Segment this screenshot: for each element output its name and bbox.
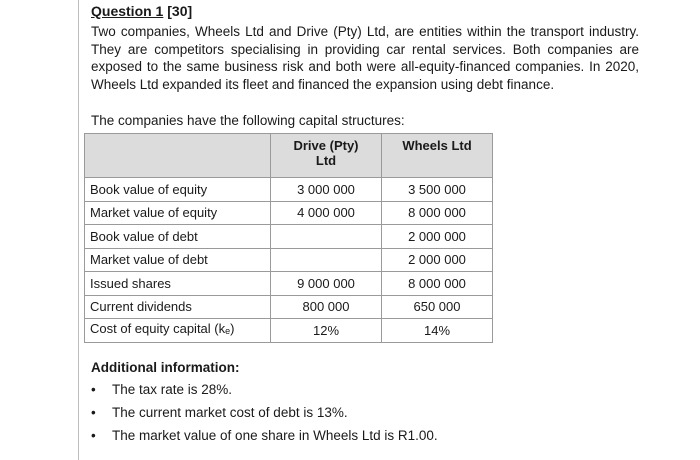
drive-value: 12% (271, 319, 382, 343)
row-label: Book value of debt (85, 225, 271, 249)
drive-value: 4 000 000 (271, 201, 382, 225)
wheels-value: 2 000 000 (382, 225, 493, 249)
row-label: Book value of equity (85, 178, 271, 202)
bullet-icon: • (91, 382, 96, 397)
wheels-value: 3 500 000 (382, 178, 493, 202)
drive-value: 3 000 000 (271, 178, 382, 202)
list-item (91, 404, 438, 427)
header-drive-label: Drive (Pty) Ltd (293, 138, 359, 168)
row-label: Current dividends (85, 295, 271, 319)
row-label-tail: ) (230, 321, 235, 337)
drive-value (271, 248, 382, 272)
list-item-text: The current market cost of debt is 13%. (112, 405, 348, 420)
table-row (85, 248, 493, 272)
wheels-value: 8 000 000 (382, 201, 493, 225)
list-item-text: The market value of one share in Wheels Ltd is R1.00. (112, 428, 438, 443)
row-label (85, 319, 271, 343)
table-row (85, 272, 493, 296)
wheels-value: 14% (382, 319, 493, 343)
bullet-icon: • (91, 405, 96, 420)
table-row (85, 295, 493, 319)
table-row (85, 319, 493, 343)
table-header-row (85, 134, 493, 178)
row-label: Issued shares (85, 272, 271, 296)
question-label: Question 1 (91, 3, 164, 19)
table-lead-text: The companies have the following capital structures: (91, 113, 405, 128)
question-heading (91, 3, 192, 19)
table-row (85, 225, 493, 249)
list-item (91, 427, 438, 450)
drive-value: 9 000 000 (271, 272, 382, 296)
list-item-text: The tax rate is 28%. (112, 382, 233, 397)
header-wheels: Wheels Ltd (382, 134, 493, 178)
row-label-text: Cost of equity capital (k (90, 321, 226, 337)
capital-structure-table (84, 133, 493, 343)
additional-info-list (91, 381, 438, 450)
wheels-value: 2 000 000 (382, 248, 493, 272)
table-row (85, 201, 493, 225)
header-empty-cell (85, 134, 271, 178)
bullet-icon: • (91, 428, 96, 443)
drive-value (271, 225, 382, 249)
table-row (85, 178, 493, 202)
margin-rule (78, 0, 79, 460)
wheels-value: 8 000 000 (382, 272, 493, 296)
drive-value: 800 000 (271, 295, 382, 319)
wheels-value: 650 000 (382, 295, 493, 319)
intro-paragraph: Two companies, Wheels Ltd and Drive (Pty) Ltd, are entities within the transport industry. They are competitors specialising in providing car rental services. Both companies are exposed to the same business risk and both were all-equity-financed companies. In 2020, Wheels Ltd expanded its fleet and financed the expansion using debt finance. (91, 24, 639, 92)
header-drive (271, 134, 382, 178)
row-label: Market value of equity (85, 201, 271, 225)
row-label-subscript: e (225, 326, 231, 337)
question-marks: [30] (167, 3, 193, 19)
list-item (91, 381, 438, 404)
additional-info-heading: Additional information: (91, 360, 240, 375)
row-label: Market value of debt (85, 248, 271, 272)
